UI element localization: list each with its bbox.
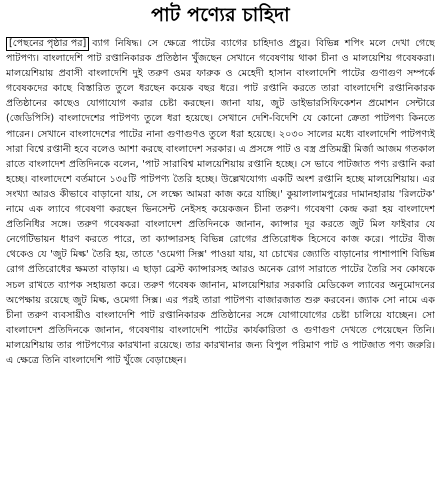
headline-bar — [0, 0, 441, 34]
article-text: ব্যাগ নিষিদ্ধ। সে ক্ষেত্রে পাটের ব্যাগের চাহিদাও প্রচুর। বিভিন্ন শপিং মলে দেখা গেছে পাটপণ্য। বাংলাদেশি পাট রপ্তানিকারক প্রতিষ্ঠান খুঁজছেন সেখানে গবেষণায় থাকা চীনা ও মালয়েশিয় গবেষকরা। মালয়েশিয়ায় প্রবাসী বাংলাদেশি দুই তরুণ ওমর ফারুক ও মেহেদী হাসান বাংলাদেশি পাটের গুণাগুণ সম্পর্কে গবেষকদের কাছে বিস্তারিত তুলে ধরছেন কয়েক বছর ধরে। পাট রপ্তানি করতে তারা বাংলাদেশি রপ্তানিকারক প্রতিষ্ঠানের কাছেও যোগাযোগ করার চেষ্টা করছেন। জানা যায়, জুট ডাইভারসিফিকেশন প্রমোশন সেন্টারে (জেডিপিসি) বাংলাদেশের পাটপণ্য তুলে ধরা হয়েছে। সেখানে দেশি-বিদেশি যে কোনো ক্রেতা পাটপণ্য কিনতে পারেন। সেখানে বাংলাদেশের পাটের নানা গুণাগুণও তুলে ধরা হয়েছে। ২০৩০ সালের মধ্যে বাংলাদেশি পাটপণ্যই সারা বিশ্বে রপ্তানী হবে বলেও আশা করছে বাংলাদেশ সরকার। এ প্রসঙ্গে পাট ও বস্ত্র প্রতিমন্ত্রী মির্জা আজম গতকাল রাতে বাংলাদেশ প্রতিদিনকে বলেন, 'পাট সারাবিশ্ব মালয়েশিয়ায় রপ্তানি হচ্ছে। সে ভাবে পাটজাত পণ্য রপ্তানি করা হচ্ছে। বাংলাদেশে বর্তমানে ১৩৫টি পাটপণ্য তৈরি হচ্ছে। উল্লেখযোগ্য একটি অংশ রপ্তানি হচ্ছে মালয়েশিয়ায়। এর সংখ্যা আরও কীভাবে বাড়ানো যায়, সে লক্ষ্যে আমরা কাজ করে যাচ্ছি।' কুয়ালালামপুরের দামানহারায় 'রিলটেক' নামে এক ল্যাবে গবেষণা করছেন ভিনসেন্ট নেইসহ কয়েকজন চীনা তরুণ। গবেষণা কেন্দ্র করা হয় বাংলাদেশ প্রতিনিধির সঙ্গে। তরুণ গবেষকরা বাংলাদেশ প্রতিদিনকে জানান, ক্যান্সার দূর করতে জুট মিল ফাইবার যে নেগেটিভায়ন ধারণ করতে পারে, তা ক্যান্সারসহ বিভিন্ন রোগের প্রতিরোধক হিসেবে কাজ করে। পাটের বীজ থেকেও যে 'জুট মিল্ক' তৈরি হয়, তাতে 'ওমেগা সিক্স' পাওয়া যায়, যা চোখের জ্যোতি বাড়ানোর পাশাপাশি বিভিন্ন রোগ প্রতিরোধের ক্ষমতা বাড়ায়। এ ছাড়া ব্রেস্ট ক্যান্সারসহ আরও অনেক রোগ সারাতে পাটের তৈরি সব কোষকে সচল রাখতে ব্যাপক সহায়তা করে। তরুণ গবেষক জানান, মালয়েশিয়ার সরকারি মেডিকেল ল্যাবের অনুমোদনের অপেক্ষায় রয়েছে জুট মিল্ক, ওমেগা সিক্স। এর পরই তারা পাটপণ্য বাজারজাত শুরু করবেন। জ্যাক সো নামে এক চীনা তরুণ ব্যবসায়ীও বাংলাদেশি পাট রপ্তানিকারক প্রতিষ্ঠানের সঙ্গে যোগাযোগের চেষ্টা চালিয়ে যাচ্ছেন। সো বাংলাদেশ প্রতিদিনকে জানান, গবেষণায় বাংলাদেশি পাটের কার্যকারিতা ও গুণাগুণ দেখতে পেয়েছেন তিনি। মালয়েশিয়ায় তার পাটপণ্যের কারখানা রয়েছে। তার কারখানার জন্য বিপুল পরিমাণ পাট ও পাটজাত পণ্য জরুরি। এ ক্ষেত্রে তিনি বাংলাদেশি পাট খুঁজে বেড়াচ্ছেন। — [6, 38, 435, 366]
article-title: পাট পণ্যের চাহিদা — [151, 4, 290, 26]
continuation-label: [পেছনের পৃষ্ঠার পর] — [6, 37, 89, 51]
article-body — [6, 36, 435, 473]
